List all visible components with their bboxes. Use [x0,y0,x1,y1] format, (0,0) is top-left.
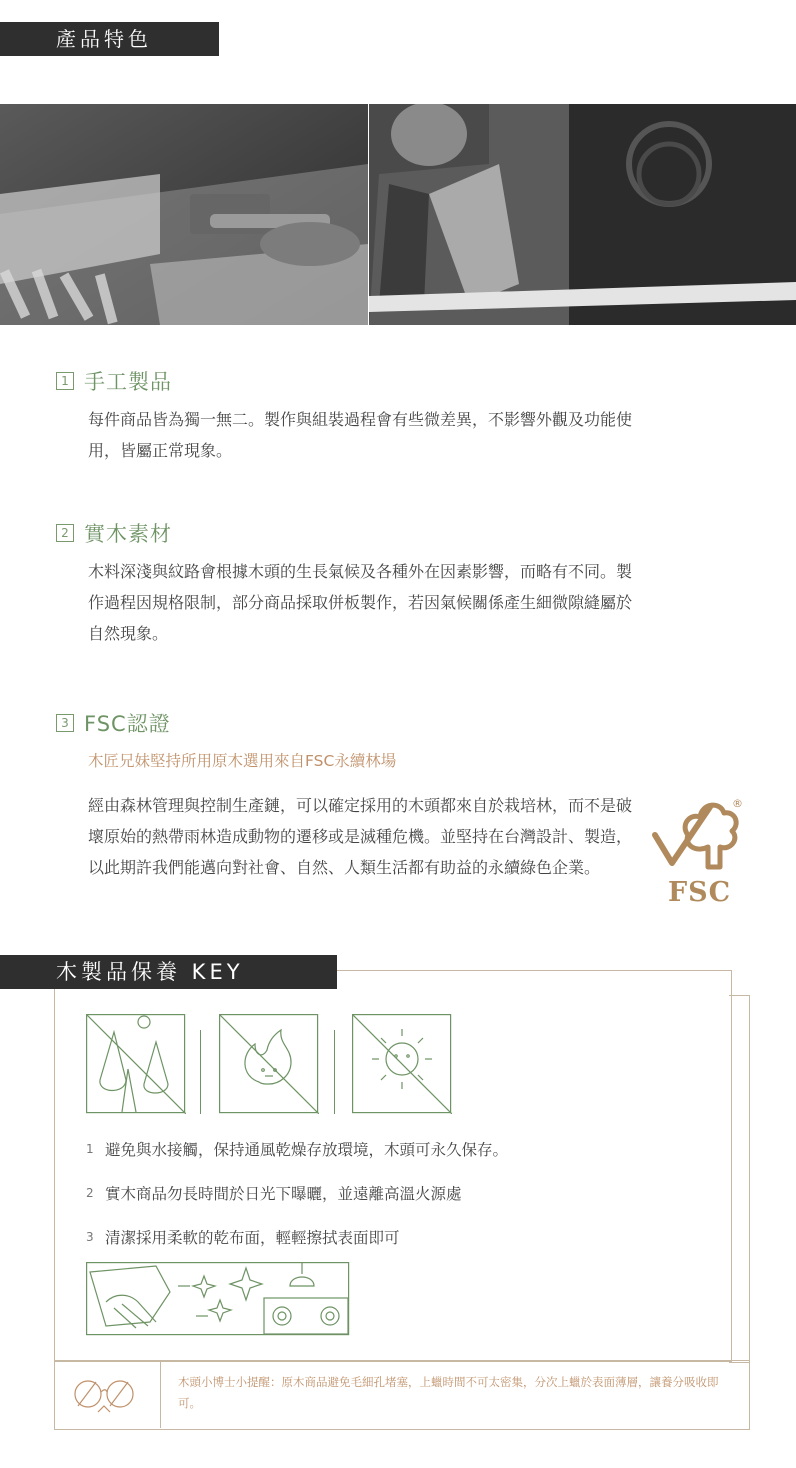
fsc-subtitle: 木匠兄妹堅持所用原木選用來自FSC永續林場 [88,752,397,770]
no-water-icon [86,1014,186,1114]
care-item-number: 1 [86,1142,94,1156]
care-heading: 木製品保養 KEY [0,955,337,989]
icon-divider [334,1030,335,1114]
workshop-photo-clamp [0,104,368,325]
feature-number-3: 3 [56,714,74,732]
care-tip: 木頭小博士小提醒：原木商品避免毛細孔堵塞，上蠟時間不可太密集，分次上蠟於表面薄層，讓養分吸收即可。 [178,1375,719,1410]
feature-title-fsc: FSC認證 [84,712,171,736]
care-item-text: 清潔採用柔軟的乾布面，輕輕擦拭表面即可 [104,1229,400,1247]
feature-number-1: 1 [56,372,74,390]
tip-divider [160,1360,161,1428]
fsc-tree-checkmark-icon [650,795,745,875]
feature-body-fsc: 經由森林管理與控制生產鏈，可以確定採用的木頭都來自於栽培林，而不是破壞原始的熱帶雨林造成動物的遷移或是滅種危機。並堅持在台灣設計、製造，以此期許我們能邁向對社會、自然、人類生活都有助益的永續綠色企業。 [88,796,633,877]
care-item-text: 實木商品勿長時間於日光下曝曬，並遠離高溫火源處 [104,1185,462,1203]
registered-mark: ® [732,797,743,810]
no-sun-icon [352,1014,452,1114]
care-box-shadow [729,995,750,1363]
glasses-icon [68,1376,142,1416]
care-item-number: 2 [86,1186,94,1200]
cleaning-cloth-icon [86,1262,350,1336]
workshop-photo-craftsman [369,104,796,325]
care-item-3 [86,1226,399,1248]
care-item-1 [86,1138,508,1160]
care-item-text: 避免與水接觸，保持通風乾燥存放環境，木頭可永久保存。 [104,1141,508,1159]
fsc-logo [650,795,745,910]
fsc-logo-text: FSC [668,877,732,908]
features-heading: 產品特色 [0,22,219,56]
feature-title-solid-wood: 實木素材 [84,522,172,546]
care-item-number: 3 [86,1230,94,1244]
feature-title-handmade: 手工製品 [84,370,172,394]
feature-number-2: 2 [56,524,74,542]
feature-body-solid-wood: 木料深淺與紋路會根據木頭的生長氣候及各種外在因素影響，而略有不同。製作過程因規格限制，部分商品採取併板製作，若因氣候關係產生細微隙縫屬於自然現象。 [88,562,633,643]
no-fire-icon [219,1014,319,1114]
icon-divider [200,1030,201,1114]
care-item-2 [86,1182,461,1204]
feature-body-handmade: 每件商品皆為獨一無二。製作與組裝過程會有些微差異，不影響外觀及功能使用，皆屬正常現象。 [88,410,633,460]
